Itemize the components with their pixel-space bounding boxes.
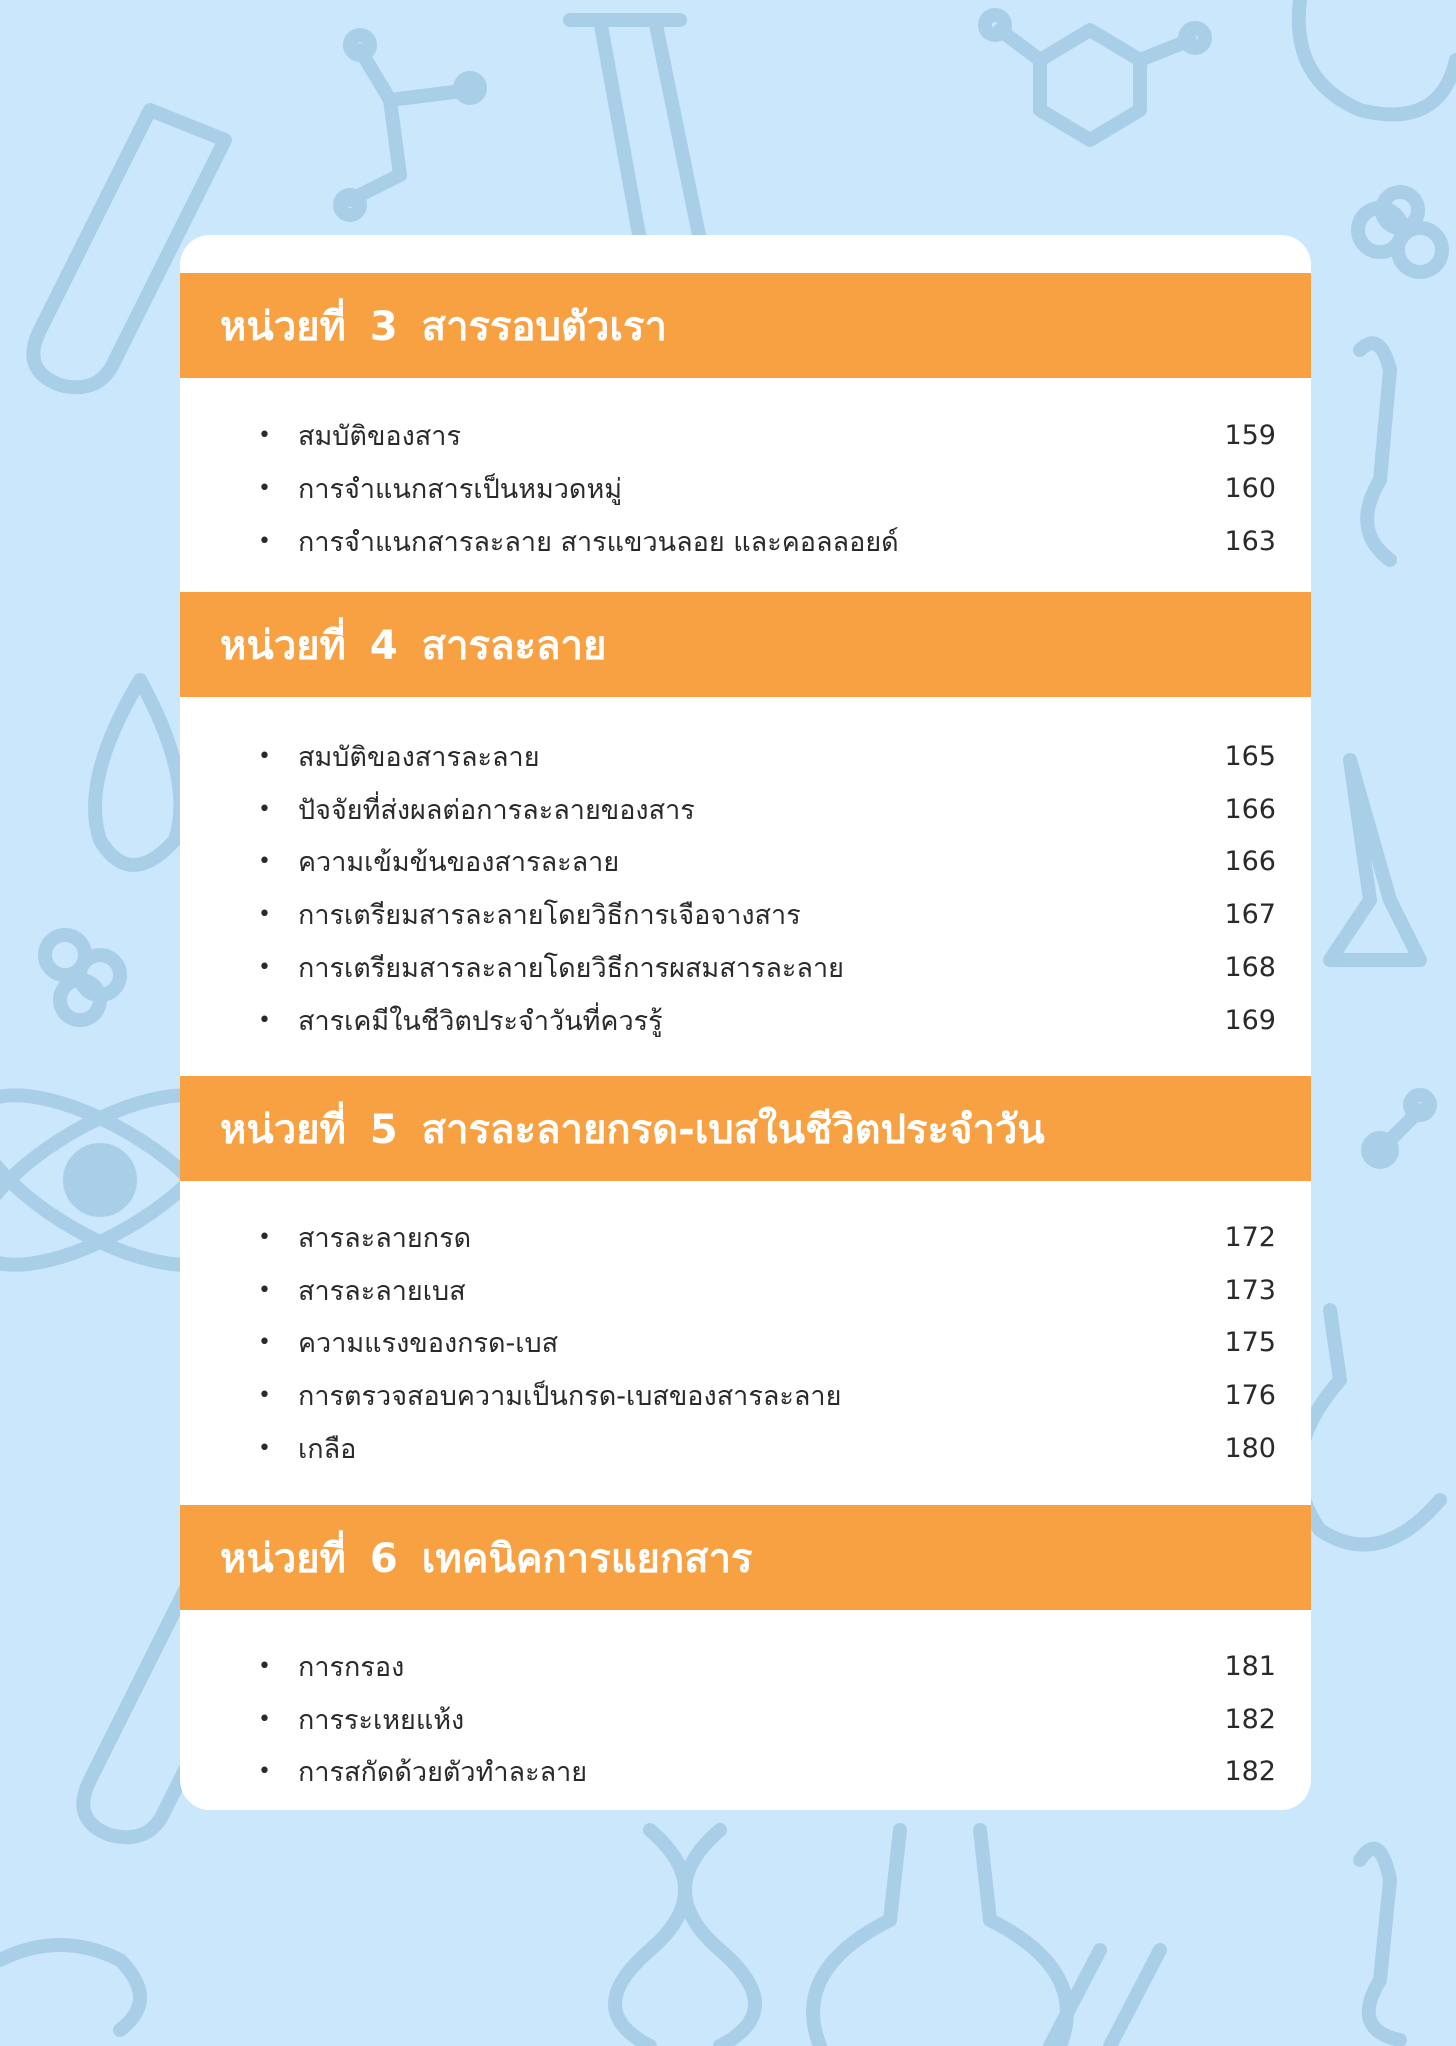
toc-item[interactable] xyxy=(180,888,1311,941)
bullet-icon: • xyxy=(258,1278,271,1303)
flask-icon xyxy=(1299,0,1456,114)
toc-item-page: 175 xyxy=(1224,1327,1276,1358)
toc-item-page: 176 xyxy=(1224,1380,1276,1411)
toc-item-page: 169 xyxy=(1224,1005,1276,1036)
burner-icon xyxy=(1330,760,1420,960)
toc-item-title: การจำแนกสารละลาย สารแขวนลอย และคอลลอยด์ xyxy=(298,527,899,558)
toc-item[interactable] xyxy=(180,941,1311,994)
bullet-icon: • xyxy=(258,955,271,980)
toc-item[interactable] xyxy=(180,462,1311,515)
toc-item-title: ปัจจัยที่ส่งผลต่อการละลายของสาร xyxy=(298,795,695,826)
toc-item-page: 166 xyxy=(1224,794,1276,825)
toc-item-title: การเตรียมสารละลายโดยวิธีการเจือจางสาร xyxy=(298,900,801,931)
toc-item-title: การระเหยแห้ง xyxy=(298,1705,465,1736)
section-header-unit-4 xyxy=(180,592,1311,697)
bullet-icon: • xyxy=(258,797,271,822)
toc-item-title: ความแรงของกรด-เบส xyxy=(298,1328,559,1359)
bullet-icon: • xyxy=(258,1654,271,1679)
toc-item[interactable] xyxy=(180,1422,1311,1475)
toc-item[interactable] xyxy=(180,515,1311,568)
toc-item[interactable] xyxy=(180,409,1311,462)
bullet-icon: • xyxy=(258,902,271,927)
dna-icon xyxy=(615,1830,755,2046)
toc-item-title: ความเข้มข้นของสารละลาย xyxy=(298,847,620,878)
toc-item-page: 173 xyxy=(1224,1275,1276,1306)
bullet-icon: • xyxy=(258,1330,271,1355)
toc-item-title: สมบัติของสารละลาย xyxy=(298,742,540,773)
toc-item-title: การกรอง xyxy=(298,1652,405,1683)
section-title: หน่วยที่ 3 สารรอบตัวเรา xyxy=(220,303,667,350)
toc-item-page: 160 xyxy=(1224,473,1276,504)
toc-item[interactable] xyxy=(180,730,1311,783)
toc-item[interactable] xyxy=(180,1316,1311,1369)
bullet-icon: • xyxy=(258,1759,271,1784)
toc-item-page: 181 xyxy=(1224,1651,1276,1682)
bullet-icon: • xyxy=(258,423,271,448)
toc-item[interactable] xyxy=(180,1640,1311,1693)
toc-item-page: 182 xyxy=(1224,1756,1276,1787)
toc-item[interactable] xyxy=(180,1211,1311,1264)
toc-item-page: 167 xyxy=(1224,899,1276,930)
toc-item[interactable] xyxy=(180,1693,1311,1746)
toc-item-page: 163 xyxy=(1224,526,1276,557)
bullet-icon: • xyxy=(258,1436,271,1461)
bullet-icon: • xyxy=(258,1008,271,1033)
toc-item-title: การตรวจสอบความเป็นกรด-เบสของสารละลาย xyxy=(298,1381,842,1412)
section-title: หน่วยที่ 6 เทคนิคการแยกสาร xyxy=(220,1535,753,1582)
drop-icon xyxy=(95,680,180,865)
toc-card xyxy=(180,235,1311,1810)
toc-item-page: 180 xyxy=(1224,1433,1276,1464)
bullet-icon: • xyxy=(258,1383,271,1408)
toc-item-title: เกลือ xyxy=(298,1434,357,1465)
molecule-icon xyxy=(340,35,480,215)
round-flask-icon xyxy=(813,1830,1067,2046)
toc-item-page: 168 xyxy=(1224,952,1276,983)
toc-item-title: การสกัดด้วยตัวทำละลาย xyxy=(298,1757,588,1788)
bullet-icon: • xyxy=(258,849,271,874)
toc-item-title: สมบัติของสาร xyxy=(298,421,461,452)
section-header-unit-6 xyxy=(180,1505,1311,1610)
bullet-icon: • xyxy=(258,529,271,554)
toc-item-title: การเตรียมสารละลายโดยวิธีการผสมสารละลาย xyxy=(298,953,844,984)
toc-item[interactable] xyxy=(180,1264,1311,1317)
toc-item-page: 165 xyxy=(1224,741,1276,772)
section-header-unit-5 xyxy=(180,1076,1311,1181)
bullet-icon: • xyxy=(258,1707,271,1732)
toc-item-page: 166 xyxy=(1224,846,1276,877)
section-title: หน่วยที่ 4 สารละลาย xyxy=(220,622,607,669)
toc-item-title: การจำแนกสารเป็นหมวดหมู่ xyxy=(298,474,623,505)
toc-item-page: 172 xyxy=(1224,1222,1276,1253)
toc-item[interactable] xyxy=(180,1369,1311,1422)
toc-item-title: สารละลายเบส xyxy=(298,1276,466,1307)
toc-item[interactable] xyxy=(180,994,1311,1047)
toc-item-page: 159 xyxy=(1224,420,1276,451)
hexagon-molecule-icon xyxy=(985,15,1205,140)
bullet-icon: • xyxy=(258,744,271,769)
bullet-icon: • xyxy=(258,1225,271,1250)
section-title: หน่วยที่ 5 สารละลายกรด-เบสในชีวิตประจำวัน xyxy=(220,1106,1045,1153)
section-header-unit-3 xyxy=(180,273,1311,378)
toc-item-title: สารเคมีในชีวิตประจำวันที่ควรรู้ xyxy=(298,1006,663,1037)
bullet-icon: • xyxy=(258,476,271,501)
toc-item[interactable] xyxy=(180,1745,1311,1798)
toc-item[interactable] xyxy=(180,835,1311,888)
toc-item-title: สารละลายกรด xyxy=(298,1223,472,1254)
tall-tube-icon xyxy=(570,20,700,240)
toc-item[interactable] xyxy=(180,783,1311,836)
toc-item-page: 182 xyxy=(1224,1704,1276,1735)
